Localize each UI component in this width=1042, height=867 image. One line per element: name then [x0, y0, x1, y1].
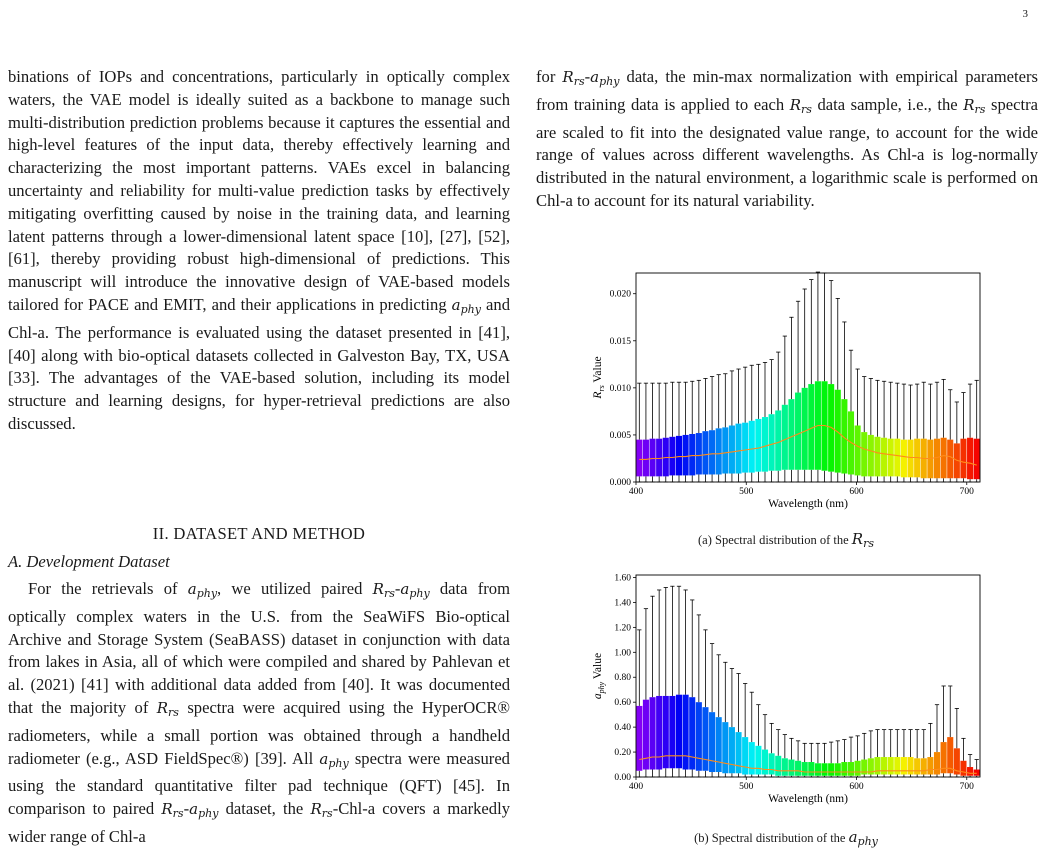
math-a: a: [590, 68, 600, 86]
y-tick-label: 1.20: [614, 623, 631, 634]
norm-text-b: data, the min-max normalization with empirical parameters from training data is applied to each: [536, 67, 1038, 114]
box-493: [735, 674, 741, 777]
x-axis-label: Wavelength (nm): [768, 498, 848, 510]
box-body: [716, 717, 722, 772]
box-body: [907, 440, 913, 478]
math-phy: phy: [409, 587, 430, 600]
box-body: [874, 757, 880, 774]
box-625: [881, 730, 887, 777]
box-body: [960, 439, 966, 479]
box-589: [841, 740, 847, 777]
box-553: [802, 289, 808, 482]
dataset-text-e: spectra were measured using the standard quantitative filter pad technique (QFT) [45]. In comparison to paired: [8, 748, 510, 819]
box-body: [788, 760, 794, 776]
box-body: [749, 742, 755, 774]
math-rs: rs: [974, 102, 986, 116]
y-axis-label-main: a: [592, 693, 604, 700]
box-469: [709, 377, 715, 482]
box-463: [702, 378, 708, 482]
box-body: [755, 419, 761, 472]
x-tick-label: 400: [628, 487, 644, 497]
box-body: [722, 722, 728, 773]
box-505: [749, 365, 755, 482]
box-403: [636, 630, 642, 777]
box-body: [941, 438, 947, 478]
box-body: [762, 417, 768, 472]
box-body: [649, 439, 655, 477]
y-tick-label: 0.20: [614, 748, 631, 759]
box-body: [821, 763, 827, 775]
math-rs: rs: [168, 705, 179, 719]
box-541: [788, 317, 794, 482]
box-571: [821, 273, 827, 482]
box-body: [735, 424, 741, 474]
x-tick-label: 500: [739, 782, 754, 792]
box-439: [676, 586, 682, 777]
box-595: [848, 737, 854, 777]
math-phy: phy: [857, 835, 878, 848]
box-body: [861, 432, 867, 476]
box-body: [782, 405, 788, 470]
section-title: II. DATASET AND METHOD: [152, 524, 366, 543]
box-403: [636, 383, 642, 482]
box-577: [828, 281, 834, 482]
box-body: [894, 757, 900, 774]
x-axis-label: Wavelength (nm): [768, 793, 848, 805]
page-number: 3: [1022, 8, 1028, 20]
box-601: [855, 369, 861, 482]
box-421: [656, 590, 662, 777]
box-511: [755, 705, 761, 777]
box-body: [689, 697, 695, 769]
box-body: [643, 440, 649, 477]
box-589: [841, 322, 847, 482]
box-643: [901, 384, 907, 482]
box-523: [769, 360, 775, 482]
box-body: [914, 758, 920, 774]
box-475: [716, 655, 722, 777]
box-607: [861, 377, 867, 482]
norm-text-a: for: [536, 67, 563, 86]
math-rs: rs: [172, 807, 184, 821]
box-475: [716, 375, 722, 482]
y-tick-label: 0.005: [609, 430, 631, 441]
x-tick-label: 400: [628, 782, 644, 792]
box-685: [947, 390, 953, 482]
box-499: [742, 367, 748, 482]
box-457: [696, 380, 702, 482]
dataset-text-g: -Chl-a covers a markedly wider range of Chl-a: [8, 799, 510, 846]
math-r: R: [161, 800, 173, 819]
y-tick-label: 1.00: [614, 648, 631, 659]
math-phy: phy: [599, 75, 620, 88]
box-415: [649, 383, 655, 482]
box-body: [974, 770, 980, 776]
y-tick-label: 0.020: [609, 289, 631, 300]
box-body: [855, 426, 861, 476]
math-r: R: [789, 95, 801, 114]
math-r: R: [851, 530, 864, 548]
box-body: [934, 752, 940, 774]
box-619: [874, 730, 880, 777]
box-body: [769, 414, 775, 470]
math-phy: phy: [460, 302, 481, 316]
math-r: R: [156, 698, 169, 717]
box-body: [689, 434, 695, 475]
y-tick-label: 0.010: [609, 383, 631, 394]
box-487: [729, 371, 735, 482]
box-673: [934, 382, 940, 482]
x-tick-label: 700: [959, 782, 974, 792]
box-body: [676, 695, 682, 769]
box-559: [808, 280, 814, 482]
box-body: [729, 426, 735, 474]
box-625: [881, 381, 887, 482]
box-body: [967, 438, 973, 479]
y-tick-label: 0.60: [614, 698, 631, 709]
box-body: [868, 435, 874, 476]
box-body: [696, 702, 702, 771]
box-709: [974, 380, 980, 482]
math-rs: rs: [573, 75, 585, 88]
math-a: a: [848, 828, 858, 846]
box-body: [775, 756, 781, 776]
math-phy: phy: [328, 756, 349, 770]
math-dash: -: [584, 67, 591, 86]
box-451: [689, 381, 695, 482]
box-595: [848, 350, 854, 482]
box-body: [729, 727, 735, 773]
box-463: [702, 630, 708, 777]
box-685: [947, 686, 953, 777]
box-body: [835, 763, 841, 775]
box-427: [663, 587, 669, 777]
box-body: [828, 763, 834, 775]
box-469: [709, 644, 715, 777]
x-tick-label: 700: [959, 487, 974, 497]
box-409: [643, 609, 649, 777]
math-a: a: [451, 295, 461, 314]
box-body: [901, 440, 907, 478]
box-body: [669, 437, 675, 476]
box-body: [742, 423, 748, 473]
box-body: [901, 757, 907, 774]
math-r: R: [310, 800, 322, 819]
x-tick-label: 500: [739, 487, 754, 497]
subsection-title: A. Development Dataset: [8, 552, 170, 571]
box-427: [663, 383, 669, 482]
y-tick-label: 1.60: [614, 573, 631, 584]
box-body: [802, 762, 808, 776]
y-tick-label: 0.015: [609, 336, 631, 347]
y-axis-label-sub: phy: [597, 681, 606, 694]
rrs-boxplot-chart: [592, 272, 980, 510]
box-body: [927, 757, 933, 774]
box-body: [960, 761, 966, 776]
box-415: [649, 596, 655, 777]
math-dash: -: [394, 579, 401, 598]
box-body: [775, 410, 781, 470]
intro-text-1: binations of IOPs and concentrations, particularly in optically complex waters, the VAE model is ideally suited as a backbone to manage such multi-distribution prediction problems because it captures the essential and high-level features of the input data, thereby effectively learning and characterizing the most important patterns. VAEs excel in balancing uncertainty and reliability for multi-value prediction tasks by effectively mitigating overfitting caused by noise in the training data, and learning latent patterns through a lower-dimensional latent space [10], [27], [52], [61], thereby providing robust high-dimensional of predictions. This manuscript will introduce the innovative design of VAE-based models tailored for PACE and EMIT, and their applications in predicting: [8, 67, 510, 314]
y-tick-label: 0.40: [614, 723, 631, 734]
box-body: [663, 696, 669, 768]
box-body: [815, 763, 821, 775]
x-tick-label: 600: [849, 487, 864, 497]
box-679: [941, 379, 947, 482]
box-body: [855, 761, 861, 776]
box-505: [749, 692, 755, 777]
box-691: [954, 708, 960, 777]
box-body: [881, 757, 887, 774]
y-axis-label: [592, 653, 606, 699]
intro-text-2: and Chl-a. The performance is evaluated using the dataset presented in [41], [40] along with bio-optical datasets collected in Galveston Bay, TX, USA [33]. The advantages of the VAE-based solution, including its model structure and learning designs, for hyper-retrieval predictions are also discussed.: [8, 294, 510, 433]
box-421: [656, 383, 662, 482]
y-axis-label-sub: rs: [597, 385, 606, 392]
box-body: [656, 439, 662, 477]
box-body: [702, 431, 708, 474]
box-511: [755, 364, 761, 482]
math-a: a: [319, 749, 329, 768]
math-phy: phy: [196, 587, 218, 600]
dataset-text-f: dataset, the: [218, 799, 311, 819]
box-409: [643, 383, 649, 482]
box-445: [683, 590, 689, 777]
box-body: [709, 430, 715, 474]
box-body: [788, 399, 794, 470]
box-547: [795, 301, 801, 482]
box-445: [683, 382, 689, 482]
norm-text-d: spectra are scaled to fit into the designated value range, to account for the wide range of values across different wavelengths. As Chl-a is log-normally distributed in the natural environment, a logarithmic scale is performed on Chl-a to account for its natural variability.: [536, 94, 1038, 210]
box-body: [669, 696, 675, 768]
box-body: [636, 440, 642, 477]
box-613: [868, 378, 874, 482]
box-body: [755, 746, 761, 775]
box-433: [669, 382, 675, 482]
box-body: [735, 732, 741, 773]
box-499: [742, 683, 748, 777]
box-body: [782, 758, 788, 775]
box-703: [967, 384, 973, 482]
box-body: [967, 767, 973, 776]
dataset-text-b: , we utilized paired: [217, 579, 373, 598]
math-a: a: [187, 580, 197, 598]
box-691: [954, 402, 960, 482]
box-667: [927, 384, 933, 482]
norm-text-c: data sample, i.e., the: [811, 94, 964, 114]
y-axis-label: [592, 356, 606, 399]
box-433: [669, 586, 675, 777]
y-tick-label: 0.00: [614, 773, 631, 783]
box-body: [683, 435, 689, 475]
box-body: [802, 388, 808, 470]
box-body: [848, 762, 854, 776]
y-axis-label-suffix: Value: [592, 652, 604, 682]
math-a: a: [400, 580, 410, 598]
box-body: [656, 696, 662, 770]
box-649: [907, 385, 913, 482]
box-637: [894, 730, 900, 777]
box-body: [716, 428, 722, 474]
y-tick-label: 0.80: [614, 673, 631, 684]
math-a: a: [189, 800, 199, 819]
box-body: [934, 439, 940, 479]
box-body: [947, 440, 953, 479]
box-661: [921, 382, 927, 482]
box-body: [888, 757, 894, 774]
figure-caption-b: [556, 828, 1016, 848]
y-tick-label: 1.40: [614, 598, 631, 609]
box-body: [795, 393, 801, 470]
box-body: [683, 695, 689, 770]
box-709: [974, 760, 980, 777]
box-body: [841, 762, 847, 776]
box-631: [888, 730, 894, 777]
box-631: [888, 382, 894, 482]
box-body: [722, 427, 728, 473]
box-643: [901, 730, 907, 777]
box-body: [762, 750, 768, 775]
dataset-text-d: spectra were acquired using the HyperOCR® radiometers, while a small portion was obtained through a handheld radiometer (e.g., ASD FieldSpec®) [39]. All: [8, 697, 510, 768]
math-r: R: [562, 68, 574, 86]
y-tick-label: 0.000: [609, 478, 631, 488]
caption-b-text: (b) Spectral distribution of the: [694, 831, 849, 845]
box-487: [729, 669, 735, 777]
box-601: [855, 736, 861, 777]
box-body: [907, 757, 913, 774]
box-body: [696, 433, 702, 474]
box-607: [861, 733, 867, 777]
box-body: [795, 761, 801, 776]
box-529: [775, 352, 781, 482]
box-body: [709, 712, 715, 772]
box-655: [914, 384, 920, 482]
aphy-boxplot-chart: [592, 573, 980, 805]
box-body: [649, 697, 655, 769]
box-517: [762, 715, 768, 777]
figure-caption-a: [556, 530, 1016, 550]
box-517: [762, 362, 768, 482]
box-673: [934, 705, 940, 777]
box-565: [815, 272, 821, 482]
box-457: [696, 615, 702, 777]
box-body: [636, 706, 642, 771]
box-body: [874, 437, 880, 477]
box-613: [868, 731, 874, 777]
box-493: [735, 369, 741, 482]
math-dash: -: [183, 799, 190, 819]
box-body: [702, 707, 708, 771]
box-body: [749, 421, 755, 473]
box-body: [676, 436, 682, 476]
box-body: [769, 753, 775, 774]
math-rs: rs: [863, 537, 874, 550]
box-655: [914, 730, 920, 777]
math-r: R: [372, 580, 384, 598]
box-body: [888, 439, 894, 477]
box-body: [742, 737, 748, 774]
dataset-text-a: For the retrievals of: [28, 579, 188, 598]
box-535: [782, 336, 788, 482]
box-697: [960, 393, 966, 482]
caption-a-text: (a) Spectral distribution of the: [698, 533, 852, 547]
box-619: [874, 380, 880, 482]
x-tick-label: 600: [849, 782, 864, 792]
box-481: [722, 374, 728, 482]
box-body: [881, 438, 887, 477]
math-rs: rs: [801, 102, 812, 116]
box-451: [689, 600, 695, 777]
math-r: R: [963, 95, 975, 114]
box-body: [921, 758, 927, 774]
box-679: [941, 686, 947, 777]
box-body: [894, 439, 900, 477]
box-583: [835, 298, 841, 482]
y-axis-label-suffix: Value: [592, 356, 604, 386]
box-481: [722, 662, 728, 777]
math-rs: rs: [383, 587, 395, 600]
box-439: [676, 382, 682, 482]
math-phy: phy: [198, 807, 219, 821]
box-body: [974, 439, 980, 479]
box-637: [894, 383, 900, 482]
math-rs: rs: [321, 807, 333, 821]
box-649: [907, 730, 913, 777]
y-axis-label-main: R: [592, 391, 604, 399]
dataset-text-c: data from optically complex waters in the U.S. from the SeaWiFS Bio-optical Archive and Storage System (SeaBASS) dataset in conjunction with data from lakes in Asia, all of which were compiled and shared by Pahlevan et al. (2021) [41] with additional data added from [40]. It was documented that the majority of: [8, 579, 510, 717]
box-body: [808, 762, 814, 776]
